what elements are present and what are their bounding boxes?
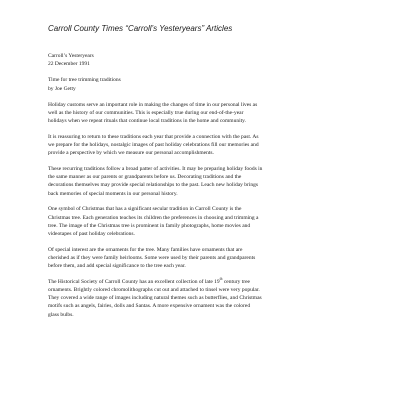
paragraph-line: cherished as if they were family heirlooms. Some were used by their parents and grandparents [48, 254, 256, 261]
paragraph-1 [48, 101, 352, 126]
document-header-title: Carroll County Times “Carroll’s Yesteryears” Articles [48, 24, 233, 33]
paragraph-2 [48, 133, 352, 158]
ordinal-superscript: th [219, 276, 223, 281]
paragraph-line: They covered a wide range of images including natural themes such as butterflies, and Christmas [48, 295, 262, 302]
paragraph-line-with-superscript [48, 278, 352, 286]
column-name: Carroll’s Yesteryears [48, 53, 94, 59]
paragraph-text: The Historical Society of Carroll County has an excellent collection of late 19 [48, 278, 220, 285]
paragraph-line: glass bulbs. [48, 311, 74, 318]
paragraph-5 [48, 246, 352, 271]
paragraph-line: Holiday customs serve an important role in making the changes of time in our personal lives as [48, 101, 258, 108]
paragraph-line: well as the history of our communities. This is especially true during our end-of-the-year [48, 110, 244, 117]
paragraph-line: tree. The image of the Christmas tree is prominent in family photographs, home movies and [48, 222, 251, 229]
paragraph-line: Christmas tree. Each generation teaches its children the preferences in choosing and trimming a [48, 214, 259, 221]
paragraph-line: ornaments. Brightly colored chromolithographs cut out and attached to tinsel were very popular. [48, 286, 260, 293]
article-date: 22 December 1991 [48, 61, 90, 68]
paragraph-line: Of special interest are the ornaments for the tree. Many families have ornaments that are [48, 246, 243, 253]
paragraph-line: It is reassuring to return to these traditions each year that provide a connection with the past. As [48, 133, 259, 140]
article-byline: by Joe Getty [48, 85, 76, 92]
article-title: Time for tree trimming traditions [48, 77, 121, 84]
paragraph-line: the same manner as our parents or grandparents before us. Decorating traditions and the [48, 174, 242, 181]
paragraph-line: provide a perspective by which we measure our personal accomplishments. [48, 150, 214, 157]
paragraph-text: century tree [222, 278, 250, 285]
paragraph-line: back memories of special moments in our personal history. [48, 190, 178, 197]
paragraph-line: One symbol of Christmas that has a significant secular tradition in Carroll County is the [48, 206, 242, 213]
paragraph-line: before them, and add special significance to the tree each year. [48, 263, 186, 270]
paragraph-3 [48, 165, 352, 198]
paragraph-line: These recurring traditions follow a broad patter of activities. It may be preparing holiday foods in [48, 166, 263, 173]
paragraph-line: decorations themselves may provide special relationships to the past. Leach new holiday brings [48, 182, 259, 189]
paragraph-4 [48, 205, 352, 238]
article-meta [48, 52, 352, 68]
article-heading [48, 76, 352, 92]
paragraph-line: videotapes of past holiday celebrations. [48, 230, 135, 237]
paragraph-line: motifs such as angels, fairies, dolls and Santas. A more expensive ornament was the colored [48, 303, 251, 310]
paragraph-6 [48, 278, 352, 319]
paragraph-line: we prepare for the holidays, nostalgic images of past holiday celebrations fill our memories and [48, 142, 259, 149]
paragraph-line: holidays when we repeat rituals that continue local traditions in the home and community. [48, 118, 246, 125]
